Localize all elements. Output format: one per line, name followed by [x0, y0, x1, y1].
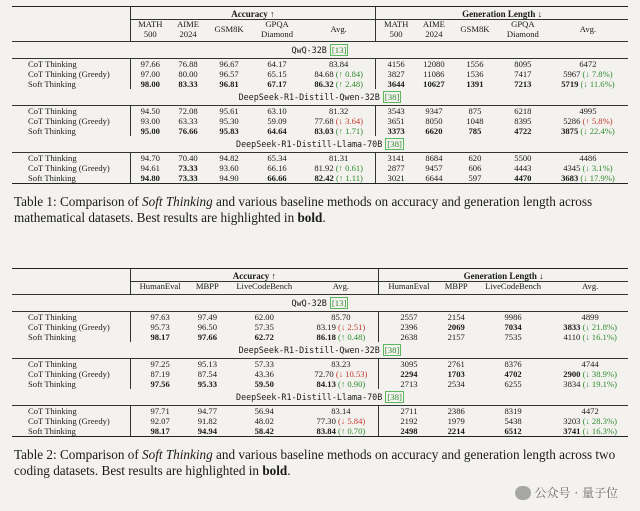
arrow-up-icon: ↑ [340, 378, 346, 389]
model-name: DeepSeek-R1-Distill-Llama-70B [38] [12, 136, 628, 153]
arrow-up-icon: ↑ [585, 116, 590, 126]
table-cell: 59.50 [254, 378, 274, 389]
table-cell: 83.03 (↑ 1.71) [314, 126, 364, 136]
model-section-row [12, 89, 628, 106]
citation-link[interactable]: [38] [387, 391, 402, 402]
table-cell: 59.09 [267, 116, 287, 126]
table-cell: 72.08 [178, 106, 198, 116]
table-cell: 3095 [379, 358, 439, 369]
table-row [12, 116, 628, 126]
method-name: CoT Thinking (Greedy) [28, 69, 110, 79]
table-2-accuracy-group: Accuracy ↑ [130, 269, 379, 282]
table-cell: 86.18 (↑ 0.48) [316, 331, 366, 342]
method-name: Soft Thinking [28, 79, 76, 89]
table-cell: 94.94 [190, 426, 225, 437]
table-cell: 2157 [447, 331, 465, 342]
table-cell: 48.02 [254, 415, 274, 426]
table-cell: 84.68 (↑ 0.84) [314, 69, 364, 79]
column-header: Avg. [303, 282, 378, 295]
table-cell: 72.70 (↓ 10.53) [314, 368, 368, 379]
table-cell: 11086 [423, 69, 445, 79]
table-cell: 94.61 [130, 163, 170, 173]
table-cell: 8050 [425, 116, 443, 126]
table-cell: 97.71 [130, 405, 190, 416]
table-cell: 87.54 [197, 368, 218, 379]
table-2-length-group: Generation Length ↓ [379, 269, 628, 282]
citation-link[interactable]: [13] [331, 45, 347, 55]
method-name: CoT Thinking (Greedy) [28, 368, 110, 379]
arrow-down-icon: ↓ [585, 321, 590, 332]
column-header: LiveCodeBench [225, 282, 303, 295]
table-cell: 5719 (↓ 11.6%) [561, 79, 615, 89]
citation-link[interactable]: [38] [387, 139, 402, 149]
model-section-row [12, 294, 628, 311]
table-cell: 83.84 (↑ 0.70) [303, 426, 378, 437]
table-cell: 97.25 [130, 358, 190, 369]
table-row [12, 311, 628, 322]
table-cell: 81.92 (↑ 0.61) [314, 163, 364, 173]
table-1-length-group: Generation Length ↓ [376, 7, 628, 20]
table-row [12, 322, 628, 332]
method-name: CoT Thinking [28, 153, 77, 163]
table-cell: 94.50 [130, 106, 170, 117]
table-cell: 3141 [376, 153, 416, 164]
table-cell: 95.61 [219, 106, 239, 116]
table-cell: 2900 (↓ 38.9%) [563, 368, 617, 379]
table-cell: 8319 [504, 405, 522, 416]
table-cell: 2396 [379, 322, 439, 332]
table-cell: 76.66 [178, 126, 198, 136]
arrow-down-icon: ↓ [585, 368, 590, 379]
table-cell: 97.49 [197, 311, 218, 322]
arrow-down-icon: ↓ [585, 425, 590, 436]
table-cell: 82.42 (↑ 1.11) [302, 173, 376, 184]
table-cell: 64.17 [267, 59, 287, 69]
model-name: QwQ-32B [13] [12, 294, 628, 311]
table-cell: 9986 [504, 311, 522, 322]
column-header: GPQA Diamond [252, 20, 302, 42]
table-cell: 2294 [379, 369, 439, 379]
arrow-up-icon: ↑ [338, 163, 343, 173]
column-header: GSM8K [206, 20, 252, 42]
table-row [12, 126, 628, 136]
table-cell: 7417 [514, 69, 532, 79]
table-cell: 98.17 [130, 426, 190, 437]
method-name: Soft Thinking [12, 426, 130, 437]
table-cell: 80.00 [178, 69, 198, 79]
table-2-header-row [12, 282, 628, 295]
arrow-down-icon: ↓ [583, 173, 588, 183]
table-cell: 73.33 [178, 163, 198, 173]
model-section-row [12, 42, 628, 59]
table-cell: 64.64 [267, 126, 287, 136]
model-name: DeepSeek-R1-Distill-Llama-70B [38] [12, 389, 628, 406]
table-row [12, 59, 628, 70]
column-header: LiveCodeBench [474, 282, 552, 295]
method-name: CoT Thinking (Greedy) [28, 415, 110, 426]
table-1-caption: Table 1: Comparison of Soft Thinking and various baseline methods on accuracy and generation length across mathematical datasets. Best results are highlighted in bold. [14, 194, 593, 225]
table-cell: 91.82 [197, 415, 218, 426]
table-cell: 620 [468, 153, 482, 163]
column-header: HumanEval [379, 282, 439, 295]
table-cell: 2557 [379, 311, 439, 322]
table-row [12, 79, 628, 89]
table-cell: 9347 [425, 106, 443, 116]
table-cell: 3741 (↓ 16.3%) [552, 426, 628, 437]
citation-link[interactable]: [13] [331, 297, 347, 308]
table-cell: 94.70 [130, 153, 170, 164]
watermark: 公众号 · 量子位 [515, 484, 618, 501]
table-row [12, 332, 628, 342]
method-name: Soft Thinking [28, 378, 76, 389]
table-cell: 73.33 [170, 173, 206, 184]
table-cell: 5286 (↑ 5.8%) [563, 116, 613, 126]
arrow-down-icon: ↓ [338, 368, 344, 379]
table-row [12, 426, 628, 437]
model-section-row [12, 389, 628, 406]
arrow-down-icon: ↓ [585, 331, 590, 342]
table-cell: 77.30 (↓ 5.84) [316, 415, 366, 426]
table-cell: 1556 [466, 59, 484, 69]
table-cell: 10627 [423, 79, 445, 89]
table-cell: 94.82 [219, 153, 239, 163]
arrow-up-icon: ↑ [340, 425, 346, 436]
table-cell: 95.30 [219, 116, 239, 126]
table-cell: 57.33 [254, 358, 274, 369]
table-cell: 2069 [447, 321, 465, 332]
arrow-down-icon: ↓ [583, 79, 588, 89]
table-cell: 94.77 [197, 405, 218, 416]
table-cell: 83.84 [329, 59, 349, 69]
table-cell: 6255 [504, 378, 522, 389]
column-header: HumanEval [130, 282, 190, 295]
table-cell: 3651 [376, 116, 416, 126]
method-name: CoT Thinking [28, 358, 77, 369]
model-name: QwQ-32B [13] [12, 42, 628, 59]
column-header: AIME 2024 [170, 20, 206, 42]
table-cell: 3827 [376, 69, 416, 79]
arrow-up-icon: ↑ [338, 173, 344, 183]
table-cell: 81.32 [329, 106, 349, 116]
table-cell: 8376 [504, 358, 522, 369]
column-header: MBPP [190, 282, 225, 295]
table-cell: 6512 [474, 426, 552, 437]
table-cell: 7213 [514, 79, 532, 89]
table-cell: 77.68 (↓ 3.64) [314, 116, 364, 126]
table-cell: 1048 [466, 116, 484, 126]
arrow-down-icon: ↓ [338, 116, 343, 126]
table-cell: 58.42 [225, 426, 303, 437]
table-cell: 3833 (↓ 21.8%) [563, 321, 617, 332]
table-cell: 4702 [504, 368, 522, 379]
table-cell: 96.81 [219, 79, 239, 89]
table-cell: 94.90 [206, 173, 252, 184]
table-cell: 1703 [447, 368, 465, 379]
table-cell: 63.10 [267, 106, 287, 116]
table-cell: 97.66 [197, 331, 218, 342]
arrow-down-icon: ↓ [585, 378, 590, 389]
arrow-down-icon: ↓ [585, 69, 590, 79]
table-cell: 65.34 [267, 153, 287, 163]
table-cell: 3021 [376, 173, 416, 184]
table-cell: 1391 [466, 79, 484, 89]
table-row [12, 369, 628, 379]
table-2-body [12, 294, 628, 436]
table-cell: 2386 [447, 405, 465, 416]
method-name: Soft Thinking [28, 126, 76, 136]
table-cell: 93.00 [130, 116, 170, 126]
method-name: CoT Thinking [28, 59, 77, 69]
table-cell: 2713 [379, 379, 439, 389]
method-name: CoT Thinking [28, 106, 77, 116]
arrow-down-icon: ↓ [583, 126, 588, 136]
table-cell: 95.13 [197, 358, 218, 369]
arrow-up-icon: ↑ [340, 331, 346, 342]
table-cell: 4470 [498, 173, 548, 184]
table-cell: 5438 [504, 415, 522, 426]
table-cell: 95.00 [130, 126, 170, 136]
table-cell: 3543 [376, 106, 416, 117]
model-section-row [12, 136, 628, 153]
table-cell: 8684 [425, 153, 443, 163]
table-cell: 81.31 [329, 153, 349, 163]
table-cell: 83.14 [331, 405, 351, 416]
method-name: Soft Thinking [28, 331, 76, 342]
column-header: Avg. [548, 20, 628, 42]
column-header: AIME 2024 [416, 20, 452, 42]
table-cell: 86.32 (↑ 2.48) [314, 79, 364, 89]
table-cell: 4443 [514, 163, 532, 173]
table-cell: 2534 [447, 378, 465, 389]
table-1 [12, 6, 628, 184]
table-cell: 6218 [514, 106, 532, 116]
column-header: MATH 500 [130, 20, 170, 42]
table-row [12, 379, 628, 389]
table-cell: 7034 [504, 321, 522, 332]
table-row [12, 153, 628, 164]
table-cell: 95.73 [130, 322, 190, 332]
table-cell: 2761 [447, 358, 465, 369]
table-cell: 63.33 [178, 116, 198, 126]
table-cell: 2192 [379, 416, 439, 426]
table-cell: 67.17 [267, 79, 287, 89]
table-cell: 4899 [581, 311, 599, 322]
table-cell: 8095 [514, 59, 532, 69]
table-cell: 3373 [376, 126, 416, 136]
table-cell: 8395 [514, 116, 532, 126]
arrow-up-icon: ↑ [338, 69, 343, 79]
table-cell: 2638 [379, 332, 439, 342]
table-cell: 5967 (↓ 7.8%) [563, 69, 613, 79]
table-1-block [12, 6, 628, 226]
column-header: MBPP [439, 282, 474, 295]
table-cell: 4722 [514, 126, 532, 136]
arrow-up-icon: ↑ [338, 79, 343, 89]
table-cell: 597 [452, 173, 498, 184]
table-cell: 2711 [379, 405, 439, 416]
column-header: Avg. [552, 282, 628, 295]
table-1-body [12, 42, 628, 184]
table-cell: 57.35 [254, 321, 274, 332]
table-cell: 6620 [425, 126, 443, 136]
table-cell: 95.83 [219, 126, 239, 136]
table-cell: 76.88 [178, 59, 198, 69]
table-cell: 97.56 [130, 379, 190, 389]
method-name: Soft Thinking [12, 173, 130, 184]
table-cell: 96.50 [197, 321, 218, 332]
table-cell: 1536 [466, 69, 484, 79]
table-row [12, 69, 628, 79]
table-cell: 2154 [447, 311, 465, 322]
table-cell: 2498 [379, 426, 439, 437]
table-cell: 98.00 [130, 79, 170, 89]
table-cell: 83.23 [331, 358, 351, 369]
table-cell: 6472 [579, 59, 597, 69]
table-row [12, 106, 628, 117]
table-cell: 785 [468, 126, 482, 136]
table-cell: 6644 [416, 173, 452, 184]
column-header: Avg. [302, 20, 376, 42]
table-cell: 92.07 [130, 416, 190, 426]
table-cell: 4345 (↓ 3.1%) [563, 163, 613, 173]
table-2-caption: Table 2: Comparison of Soft Thinking and various baseline methods on accuracy and generation length across two coding datasets. Best results are highlighted in bold. [14, 446, 616, 478]
citation-link[interactable]: [38] [384, 92, 400, 102]
table-cell: 87.19 [130, 369, 190, 379]
table-cell: 83.33 [178, 79, 198, 89]
table-cell: 43.36 [254, 368, 274, 379]
arrow-down-icon: ↓ [340, 415, 346, 426]
table-row [12, 405, 628, 416]
method-name: CoT Thinking (Greedy) [28, 321, 110, 332]
table-cell: 97.00 [130, 69, 170, 79]
table-cell: 95.33 [197, 378, 218, 389]
model-name: DeepSeek-R1-Distill-Qwen-32B [38] [12, 342, 628, 359]
table-cell: 4472 [581, 405, 599, 416]
table-cell: 96.67 [219, 59, 239, 69]
table-cell: 2877 [376, 163, 416, 173]
table-2 [12, 268, 628, 437]
method-name: CoT Thinking (Greedy) [28, 163, 110, 173]
table-cell: 56.94 [254, 405, 274, 416]
table-cell: 5500 [514, 153, 532, 163]
table-cell: 97.66 [130, 59, 170, 70]
column-header: GPQA Diamond [498, 20, 548, 42]
table-cell: 62.00 [254, 311, 274, 322]
method-name: CoT Thinking (Greedy) [28, 116, 110, 126]
model-section-row [12, 342, 628, 359]
table-cell: 66.16 [267, 163, 287, 173]
table-cell: 62.72 [254, 331, 274, 342]
arrow-up-icon: ↑ [338, 126, 343, 136]
arrow-down-icon: ↓ [585, 163, 590, 173]
table-row [12, 416, 628, 426]
column-header: MATH 500 [376, 20, 416, 42]
table-cell: 3834 (↓ 19.1%) [563, 378, 617, 389]
column-header: GSM8K [452, 20, 498, 42]
table-cell: 4486 [579, 153, 597, 163]
table-row [12, 358, 628, 369]
table-cell: 1979 [447, 415, 465, 426]
table-cell: 7535 [504, 331, 522, 342]
table-cell: 98.17 [130, 332, 190, 342]
table-row [12, 163, 628, 173]
arrow-down-icon: ↓ [585, 415, 590, 426]
citation-link[interactable]: [38] [384, 344, 400, 355]
table-cell: 2214 [439, 426, 474, 437]
table-cell: 83.19 (↓ 2.51) [316, 321, 366, 332]
table-cell: 70.40 [178, 153, 198, 163]
table-cell: 97.63 [130, 311, 190, 322]
table-cell: 96.57 [219, 69, 239, 79]
table-cell: 12080 [423, 59, 445, 69]
arrow-down-icon: ↓ [340, 321, 346, 332]
method-name: CoT Thinking [28, 405, 77, 416]
table-cell: 606 [468, 163, 482, 173]
table-cell: 93.60 [219, 163, 239, 173]
table-2-block [12, 268, 628, 479]
table-cell: 94.80 [130, 173, 170, 184]
table-cell: 3203 (↓ 28.3%) [563, 415, 617, 426]
table-cell: 9457 [425, 163, 443, 173]
table-cell: 85.70 [331, 311, 351, 322]
model-name: DeepSeek-R1-Distill-Qwen-32B [38] [12, 89, 628, 106]
wechat-icon [515, 486, 531, 500]
table-1-accuracy-group: Accuracy ↑ [130, 7, 376, 20]
table-cell: 3875 (↓ 22.4%) [561, 126, 615, 136]
table-row [12, 173, 628, 184]
table-cell: 65.15 [267, 69, 287, 79]
table-cell: 875 [468, 106, 482, 116]
table-cell: 3683 (↓ 17.9%) [548, 173, 628, 184]
table-cell: 4156 [376, 59, 416, 70]
table-1-header-row [12, 20, 628, 42]
table-cell: 4744 [581, 358, 599, 369]
table-cell: 3644 [376, 79, 416, 89]
method-name: CoT Thinking [28, 311, 77, 322]
table-cell: 4995 [579, 106, 597, 116]
table-cell: 84.13 (↑ 0.90) [316, 378, 366, 389]
table-cell: 4110 (↓ 16.1%) [563, 331, 617, 342]
table-cell: 66.66 [252, 173, 302, 184]
